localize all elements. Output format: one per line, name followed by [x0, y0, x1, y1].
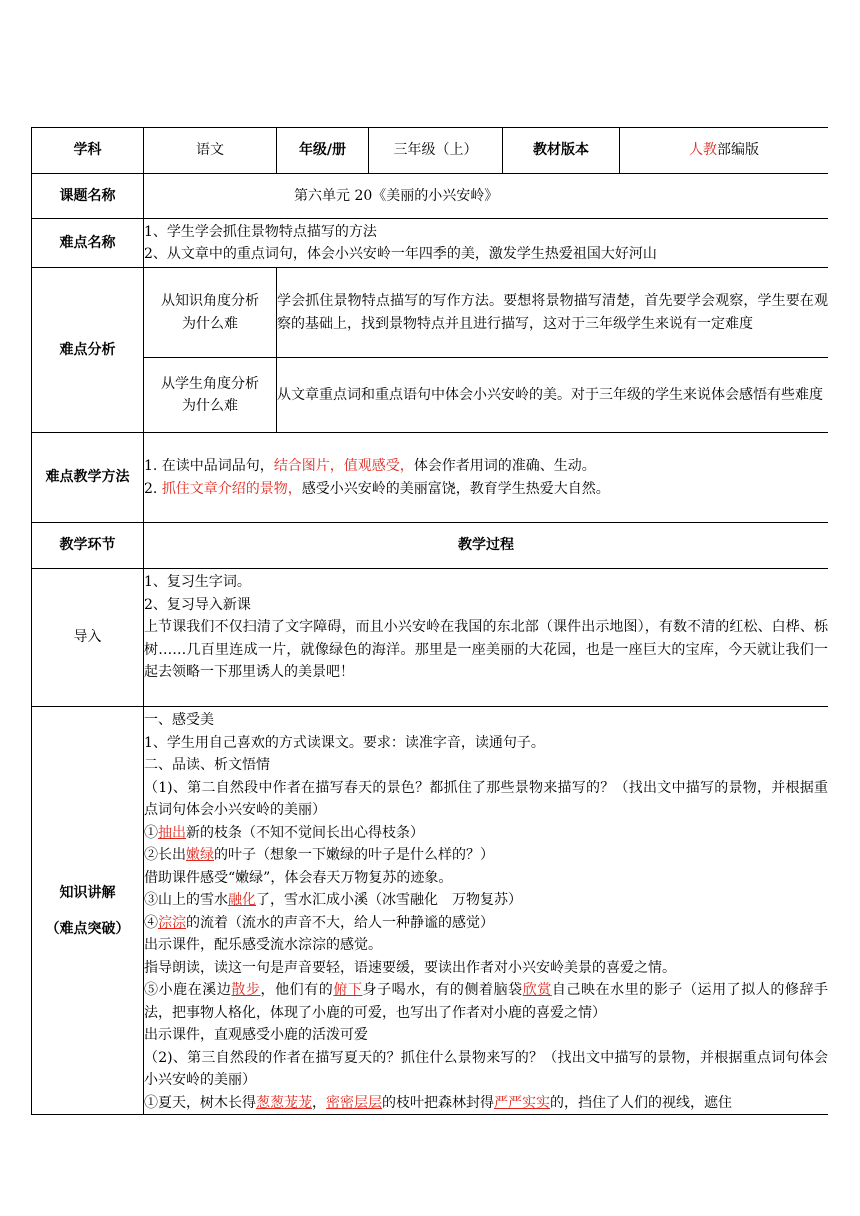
stage-label: 教学环节 — [32, 523, 144, 569]
method-line-1-b: 体会作者用词的准确、生动。 — [413, 458, 596, 474]
knowledge-angle-label-2: 为什么难 — [182, 315, 238, 332]
difficulty-row — [32, 219, 829, 268]
text-span: 的枝叶把森林封得 — [382, 1094, 494, 1111]
key-word: 散步 — [231, 982, 261, 998]
knowledge-label — [32, 707, 144, 1115]
lesson-plan-document — [31, 127, 828, 1216]
text-span: 了，雪水汇成小溪（冰雪融化 万物复苏） — [256, 892, 522, 908]
text-span: ①夏天，树木长得 — [144, 1094, 256, 1111]
topic-label: 课题名称 — [32, 174, 144, 219]
text-span: 的，挡住了人们的视线，遮住 — [550, 1094, 732, 1111]
knowledge-angle-label — [144, 268, 277, 358]
lesson-plan-table — [31, 127, 828, 1115]
student-angle-label-2: 为什么难 — [182, 398, 238, 414]
knowledge-line: （2)、第三自然段的作者在描写夏天的？抓住什么景物来写的？（找出文中描写的景物，并根据重点词句体会小兴安岭的美丽） — [144, 1049, 828, 1088]
student-angle-text: 从文章重点词和重点语句中体会小兴安岭的美。对于三年级的学生来说体会感悟有些难度 — [277, 358, 829, 433]
method-line-2 — [144, 478, 828, 501]
intro-content — [144, 569, 829, 707]
topic-value: 第六单元 20《美丽的小兴安岭》 — [294, 187, 499, 204]
header-row — [32, 128, 829, 174]
edition-value-rest: 部编版 — [717, 142, 759, 159]
intro-line-2: 2、复习导入新课 — [144, 596, 251, 613]
key-word: 严严实实 — [494, 1094, 550, 1111]
method-content — [144, 433, 829, 523]
difficulty-line-1: 1、学生学会抓住景物特点描写的方法 — [144, 223, 377, 240]
topic-value-cell — [144, 174, 829, 219]
knowledge-line — [144, 822, 828, 845]
key-word: 淙淙 — [158, 914, 186, 931]
student-angle-label — [144, 358, 277, 433]
intro-line-3: 上节课我们不仅扫清了文字障碍，而且小兴安岭在我国的东北部（课件出示地图），有数不清的红松、白桦、栎树……几百里连成一片，就像绿色的海洋。那里是一座美丽的大花园，也是一座巨大的宝库，今天就让我们一起去领略一下那里诱人的美景吧！ — [144, 619, 828, 680]
text-span: 的叶子（想象一下嫩绿的叶子是什么样的？） — [214, 847, 494, 863]
knowledge-line: 1、学生用自己喜欢的方式读课文。要求：读准字音，读通句子。 — [144, 734, 545, 751]
method-line-1 — [144, 455, 828, 478]
method-line-1-a: 1. 在读中品词品句， — [144, 458, 274, 474]
knowledge-line: 出示课件，直观感受小鹿的活泼可爱 — [144, 1027, 368, 1043]
analysis-knowledge-row — [32, 268, 829, 358]
text-span: ⑤小鹿在溪边 — [144, 982, 232, 998]
grade-value: 三年级（上） — [369, 128, 503, 174]
knowledge-line: （1)、第二自然段中作者在描写春天的景色？都抓住了那些景物来描写的？（找出文中描写的景物，并根据重点词句体会小兴安岭的美丽） — [144, 779, 828, 818]
knowledge-label-2: （难点突破） — [45, 920, 130, 937]
student-angle-label-1: 从学生角度分析 — [161, 375, 259, 392]
method-row — [32, 433, 829, 523]
process-label: 教学过程 — [144, 523, 829, 569]
process-header-row — [32, 523, 829, 569]
difficulty-label: 难点名称 — [32, 219, 144, 268]
method-line-2-a: 2. — [144, 480, 162, 497]
grade-label: 年级/册 — [277, 128, 369, 174]
key-word: 嫩绿 — [186, 847, 214, 863]
edition-value-red: 人教 — [689, 142, 717, 159]
knowledge-line: 出示课件，配乐感受流水淙淙的感觉。 — [144, 937, 382, 953]
intro-label: 导入 — [32, 569, 144, 707]
subject-label: 学科 — [32, 128, 144, 174]
text-span: ，他们有的 — [260, 982, 334, 998]
knowledge-line — [144, 979, 828, 1024]
key-word: 融化 — [228, 892, 256, 908]
text-span: ③山上的雪水 — [144, 892, 228, 908]
knowledge-line: 一、感受美 — [144, 712, 214, 728]
text-span: 新的枝条（不知不觉间长出心得枝条） — [186, 824, 424, 841]
topic-row — [32, 174, 829, 219]
text-span: ， — [312, 1094, 326, 1111]
text-span: 身子喝水，有的侧着脑袋 — [362, 982, 523, 998]
analysis-student-row — [32, 358, 829, 433]
key-word: 葱葱茏茏 — [256, 1094, 312, 1111]
subject-value: 语文 — [144, 128, 277, 174]
analysis-label: 难点分析 — [32, 268, 144, 433]
knowledge-line — [144, 1092, 828, 1115]
knowledge-line — [144, 912, 828, 935]
method-line-2-red: 抓住文章介绍的景物， — [161, 480, 302, 497]
difficulty-line-2: 2、从文章中的重点词句，体会小兴安岭一年四季的美，激发学生热爱祖国大好河山 — [144, 246, 657, 262]
knowledge-content — [144, 707, 829, 1115]
knowledge-line: 借助课件感受“嫩绿”，体会春天万物复苏的迹象。 — [144, 869, 453, 886]
knowledge-angle-label-1: 从知识角度分析 — [161, 293, 259, 309]
knowledge-angle-text: 学会抓住景物特点描写的写作方法。要想将景物描写清楚，首先要学会观察，学生要在观察的基础上，找到景物特点并且进行描写，这对于三年级学生来说有一定难度 — [277, 268, 829, 358]
text-span: ②长出 — [144, 847, 186, 863]
text-span: ① — [144, 824, 158, 841]
intro-line-1: 1、复习生字词。 — [144, 574, 251, 590]
knowledge-label-1: 知识讲解 — [59, 884, 116, 901]
difficulty-content — [144, 219, 829, 268]
text-span: 的流着（流水的声音不大，给人一种静谧的感觉） — [186, 914, 494, 931]
knowledge-row — [32, 707, 829, 1115]
intro-row — [32, 569, 829, 707]
knowledge-line: 二、品读、析文悟情 — [144, 757, 270, 773]
key-word: 俯下 — [333, 982, 363, 998]
method-line-2-b: 感受小兴安岭的美丽富饶，教育学生热爱大自然。 — [301, 480, 610, 497]
method-label: 难点教学方法 — [32, 433, 144, 523]
text-span: ④ — [144, 914, 158, 931]
knowledge-line — [144, 889, 828, 912]
text-span: 自己映在水里的影子（运用了拟人的修辞手法，把事物人格化，体现了小鹿的可爱，也写出了作者对小鹿的喜爱之情） — [144, 982, 828, 1021]
knowledge-line: 指导朗读，读这一句是声音要轻，语速要缓，要读出作者对小兴安岭美景的喜爱之情。 — [144, 959, 676, 976]
key-word: 抽出 — [158, 824, 186, 841]
edition-value — [620, 128, 829, 174]
knowledge-line — [144, 844, 828, 867]
method-line-1-red: 结合图片，值观感受， — [273, 458, 414, 474]
edition-label: 教材版本 — [503, 128, 620, 174]
key-word: 欣赏 — [522, 982, 552, 998]
key-word: 密密层层 — [326, 1094, 382, 1111]
